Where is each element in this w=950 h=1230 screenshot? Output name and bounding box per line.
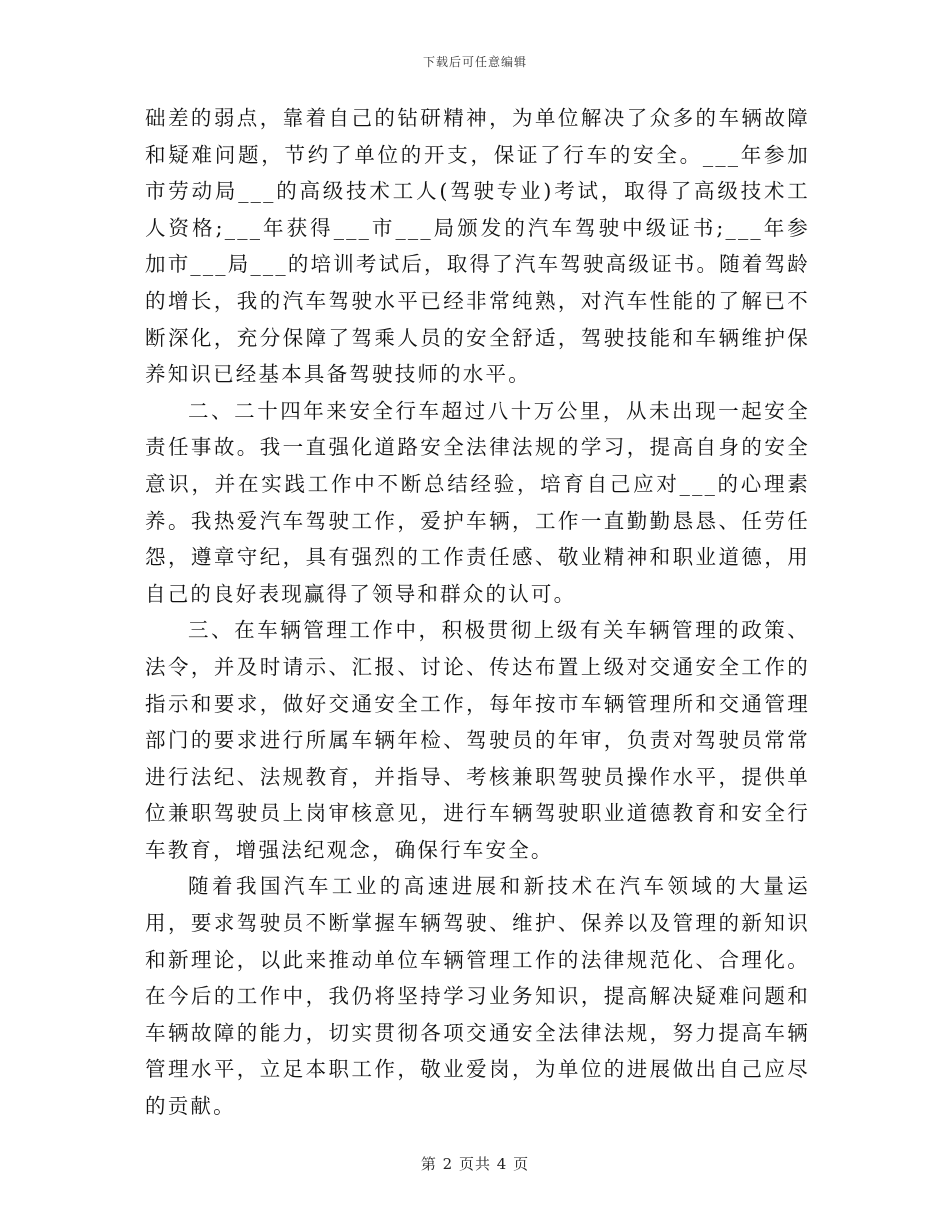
page-number-footer: 第 2 页共 4 页	[420, 1155, 530, 1173]
paragraph-section-three: 三、在车辆管理工作中，积极贯彻上级有关车辆管理的政策、法令，并及时请示、汇报、讨论、传达布置上级对交通安全工作的指示和要求，做好交通安全工作，每年按市车辆管理所和交通管理部门的要求进行所属车辆年检、驾驶员的年审，负责对驾驶员常常进行法纪、法规教育，并指导、考核兼职驾驶员操作水平，提供单位兼职驾驶员上岗审核意见，进行车辆驾驶职业道德教育和安全行车教育，增强法纪观念，确保行车安全。	[145, 618, 810, 862]
page-header: 下载后可任意编辑	[422, 55, 527, 69]
paragraph-continued: 础差的弱点，靠着自己的钻研精神，为单位解决了众多的车辆故障和疑难问题，节约了单位的开支，保证了行车的安全。___年参加市劳动局___的高级技术工人(驾驶专业)考试，取得了高级技术工人资格;___年获得___市___局颁发的汽车驾驶中级证书;___年参加市___局___的培训考试后，取得了汽车驾驶高级证书。随着驾龄的增长，我的汽车驾驶水平已经非常纯熟，对汽车性能的了解已不断深化，充分保障了驾乘人员的安全舒适，驾驶技能和车辆维护保养知识已经基本具备驾驶技师的水平。	[145, 106, 810, 387]
paragraph-section-two: 二、二十四年来安全行车超过八十万公里，从未出现一起安全责任事故。我一直强化道路安全法律法规的学习，提高自身的安全意识，并在实践工作中不断总结经验，培育自己应对___的心理素养。我热爱汽车驾驶工作，爱护车辆，工作一直勤勤恳恳、任劳任怨，遵章守纪，具有强烈的工作责任感、敬业精神和职业道德，用自己的良好表现赢得了领导和群众的认可。	[145, 398, 810, 606]
document-body	[145, 100, 810, 1125]
paragraph-conclusion: 随着我国汽车工业的高速进展和新技术在汽车领域的大量运用，要求驾驶员不断掌握车辆驾驶、维护、保养以及管理的新知识和新理论，以此来推动单位车辆管理工作的法律规范化、合理化。在今后的工作中，我仍将坚持学习业务知识，提高解决疑难问题和车辆故障的能力，切实贯彻各项交通安全法律法规，努力提高车辆管理水平，立足本职工作，敬业爱岗，为单位的进展做出自己应尽的贡献。	[145, 874, 810, 1119]
